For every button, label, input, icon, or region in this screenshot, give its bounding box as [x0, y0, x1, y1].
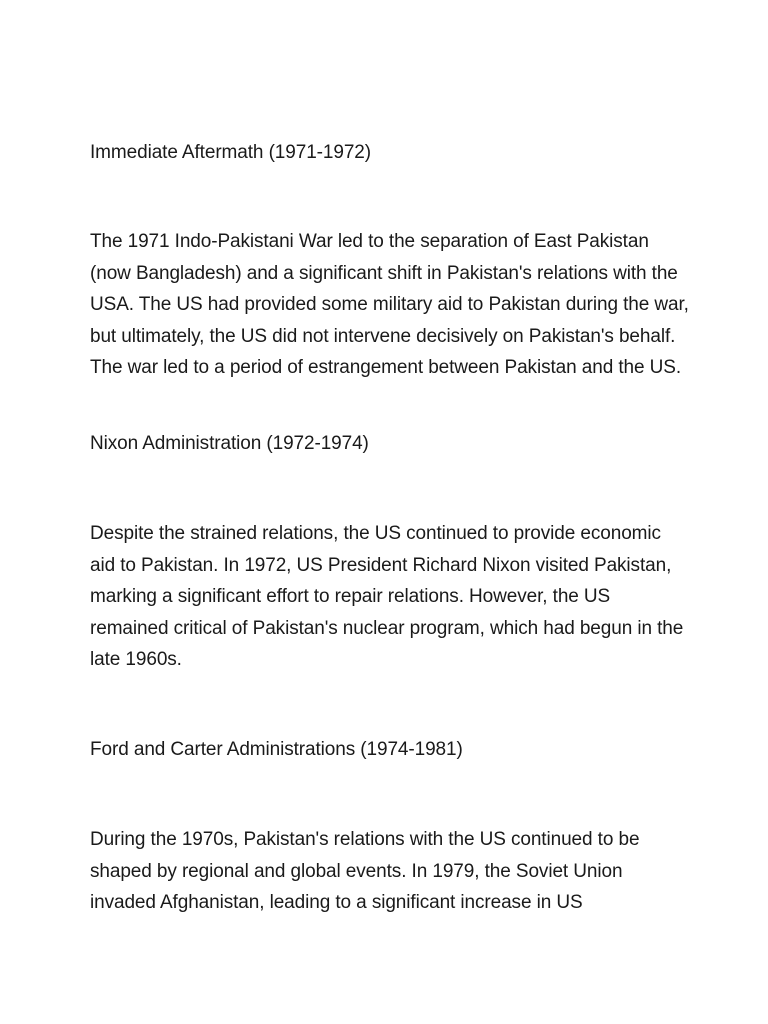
section-paragraph-ford-carter-administrations: During the 1970s, Pakistan's relations with the US continued to be shaped by regional and global events. In 1979, the Soviet Union invaded Afghanistan, leading to a significant increase in US: [90, 829, 640, 913]
section-heading-ford-carter-administrations: Ford and Carter Administrations (1974-1981): [90, 739, 463, 760]
section-paragraph-nixon-administration: Despite the strained relations, the US continued to provide economic aid to Pakistan. In 1972, US President Richard Nixon visited Pakistan, marking a significant effort to repair relations. However, the US remained critical of Pakistan's nuclear program, which had begun in the late 1960s.: [90, 523, 684, 670]
section-paragraph-immediate-aftermath: The 1971 Indo-Pakistani War led to the separation of East Pakistan (now Bangladesh) and a significant shift in Pakistan's relations with the USA. The US had provided some military aid to Pakistan during the war, but ultimately, the US did not intervene decisively on Pakistan's behalf. The war led to a period of estrangement between Pakistan and the US.: [90, 231, 689, 378]
section-heading-nixon-administration: Nixon Administration (1972-1974): [90, 433, 369, 454]
section-heading-immediate-aftermath: Immediate Aftermath (1971-1972): [90, 142, 371, 163]
